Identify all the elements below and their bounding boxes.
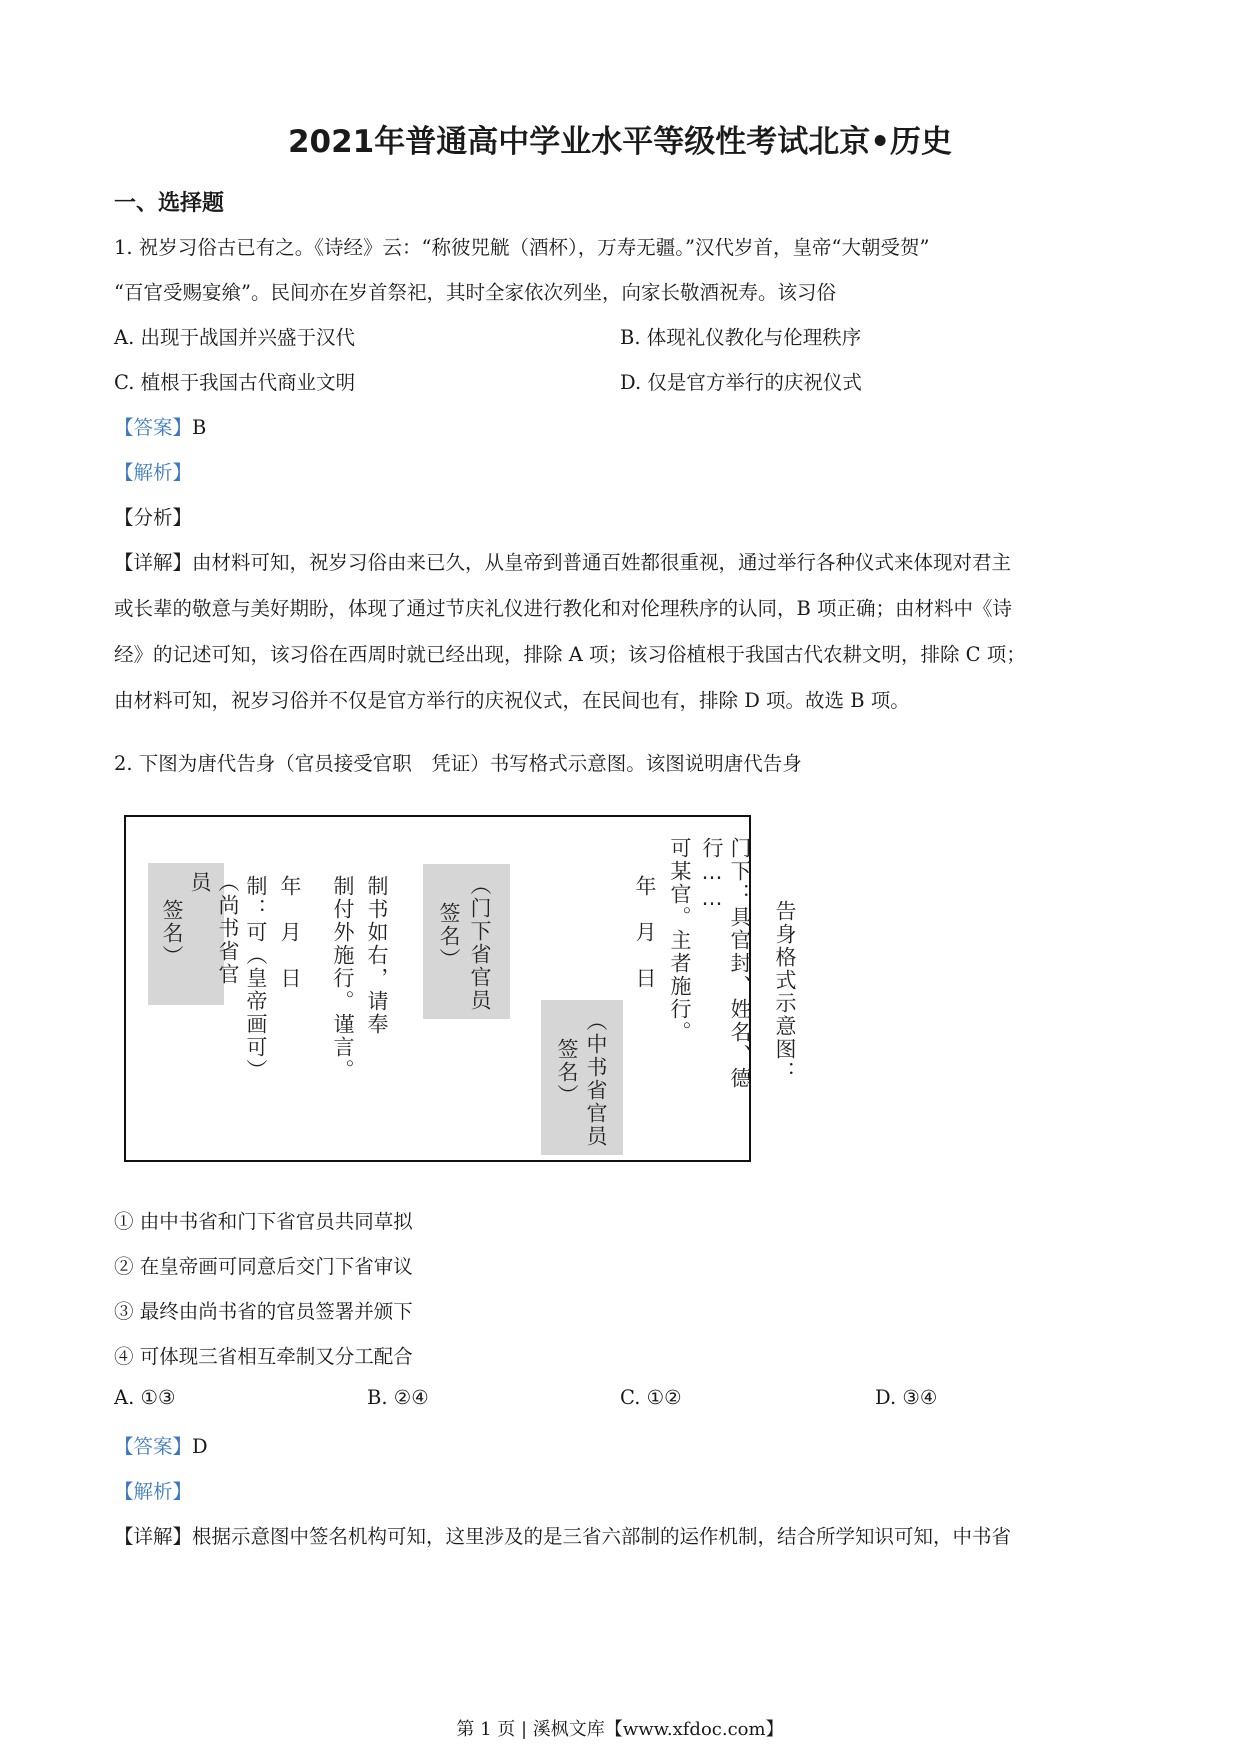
diagram-col-zhishu-2: 制付外施行。谨言。 xyxy=(331,875,355,1082)
answer-tag: 【答案】 xyxy=(114,416,193,439)
diagram-col-menxia: 门下：具官封、姓名、德行…… xyxy=(700,837,752,1090)
q2-item-3: ③ 最终由尚书省的官员签署并颁下 xyxy=(114,1300,413,1323)
menxia-label: （门下省官员 xyxy=(468,874,492,1012)
gaoshen-format-diagram xyxy=(124,815,751,1162)
detail-tag: 【详解】 xyxy=(114,551,193,574)
answer-value: D xyxy=(192,1435,208,1458)
q1-option-c: C. 植根于我国古代商业文明 xyxy=(114,371,356,394)
q2-item-1: ① 由中书省和门下省官员共同草拟 xyxy=(114,1210,413,1233)
zhongshu-sign: 签名） xyxy=(555,1038,579,1107)
q1-stem-line-2: “百官受赐宴飨”。民间亦在岁首祭祀，其时全家依次列坐，向家长敬酒祝寿。该习俗 xyxy=(114,281,836,304)
diagram-col-ke: 制：可（皇帝画可） xyxy=(244,875,268,1082)
q2-option-b: B. ②④ xyxy=(367,1386,429,1409)
q1-option-d: D. 仅是官方举行的庆祝仪式 xyxy=(620,371,862,394)
q1-option-b: B. 体现礼仪教化与伦理秩序 xyxy=(620,326,862,349)
page-title: 2021年普通高中学业水平等级性考试北京•历史 xyxy=(287,124,953,160)
menxia-signature-box xyxy=(423,864,510,1019)
answer-value: B xyxy=(192,416,207,439)
zhongshu-label: （中书省官员 xyxy=(584,1010,608,1148)
shangshu-sign: 签名） xyxy=(160,899,184,968)
diagram-caption: 告身格式示意图： xyxy=(773,900,797,1084)
q2-item-2: ② 在皇帝画可同意后交门下省审议 xyxy=(114,1255,413,1278)
q2-option-a: A. ①③ xyxy=(114,1386,176,1409)
detail-text: 由材料可知，祝岁习俗由来已久，从皇帝到普通百姓都很重视，通过举行各种仪式来体现对君主 xyxy=(192,551,1012,574)
q2-item-4: ④ 可体现三省相互牵制又分工配合 xyxy=(114,1345,413,1368)
page-footer: 第 1 页 | 溪枫文库【www.xfdoc.com】 xyxy=(456,1719,784,1740)
detail-tag: 【详解】 xyxy=(114,1525,193,1548)
q2-detail-line-1 xyxy=(114,1521,1011,1549)
shangshu-signature-box xyxy=(148,863,240,1005)
diagram-col-kemouguan: 可某官。主者施行。 xyxy=(668,837,692,1044)
section-heading: 一、选择题 xyxy=(114,191,225,216)
q2-option-d: D. ③④ xyxy=(875,1386,938,1409)
q1-detail-line-4: 由材料可知，祝岁习俗并不仅是官方举行的庆祝仪式，在民间也有，排除 D 项。故选 B 项。 xyxy=(114,689,910,712)
q1-stem-line-1: 1. 祝岁习俗古已有之。《诗经》云：“称彼兕觥（酒杯），万寿无疆。”汉代岁首，皇帝“大朝受贺” xyxy=(114,236,930,259)
detail-text: 根据示意图中签名机构可知，这里涉及的是三省六部制的运作机制，结合所学知识可知，中书省 xyxy=(192,1525,1012,1548)
zhongshu-signature-box xyxy=(541,1000,623,1155)
q2-analysis-tag: 【解析】 xyxy=(114,1480,193,1503)
q2-option-c: C. ①② xyxy=(620,1386,682,1409)
q1-fenxi-tag: 【分析】 xyxy=(114,506,193,529)
q1-answer xyxy=(114,412,206,440)
q1-option-a: A. 出现于战国并兴盛于汉代 xyxy=(114,326,355,349)
diagram-col-date-2: 年 月 日 xyxy=(278,875,302,990)
q1-detail-line-1 xyxy=(114,547,1011,575)
diagram-col-date-1: 年 月 日 xyxy=(633,875,657,990)
q1-analysis-tag: 【解析】 xyxy=(114,461,193,484)
q2-answer xyxy=(114,1431,208,1459)
shangshu-label: （尚书省官员 xyxy=(188,871,240,986)
menxia-sign: 签名） xyxy=(437,902,461,971)
q1-detail-line-3: 经》的记述可知，该习俗在西周时就已经出现，排除 A 项；该习俗植根于我国古代农耕文明，排除 C 项； xyxy=(114,643,1026,666)
q1-detail-line-2: 或长辈的敬意与美好期盼，体现了通过节庆礼仪进行教化和对伦理秩序的认同，B 项正确；由材料中《诗 xyxy=(114,597,1013,620)
q2-stem: 2. 下图为唐代告身（官员接受官职 凭证）书写格式示意图。该图说明唐代告身 xyxy=(114,752,802,775)
diagram-col-zhishu-1: 制书如右，请奉 xyxy=(365,875,389,1036)
answer-tag: 【答案】 xyxy=(114,1435,193,1458)
